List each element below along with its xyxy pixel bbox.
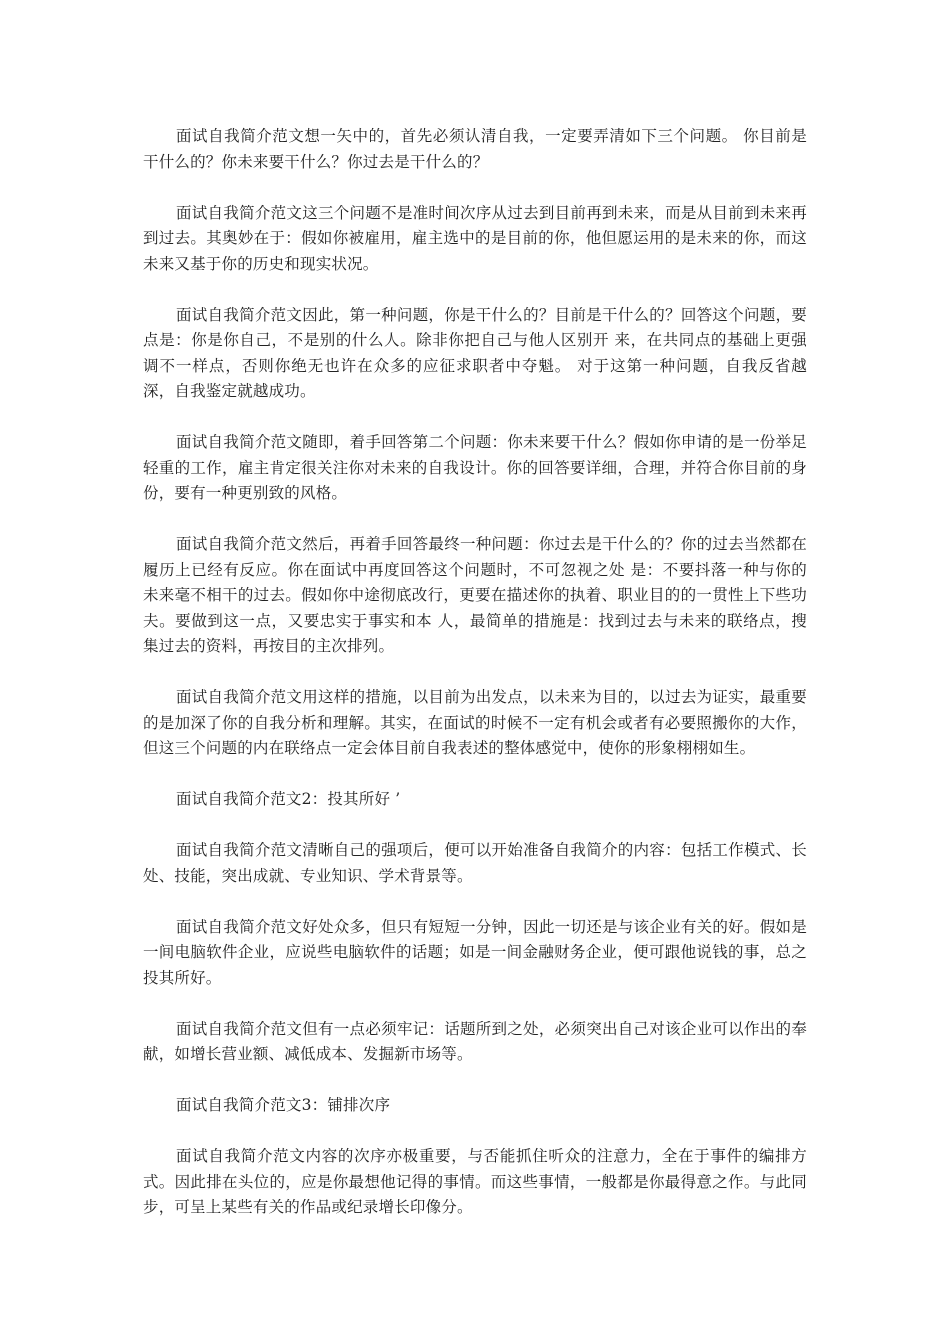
paragraph-second-question: 面试自我简介范文随即，着手回答第二个问题：你未来要干什么？假如你申请的是一份举足轻重的工作，雇主肯定很关注你对未来的自我设计。你的回答要详细，合理，并符合你目前的身份，要有一种更别致的风格。: [143, 433, 807, 502]
paragraph-intro-three-questions: 面试自我简介范文想一矢中的，首先必须认清自我，一定要弄清如下三个问题。 你目前是干什么的？你未来要干什么？你过去是干什么的？: [143, 127, 807, 171]
section-heading-2: 面试自我简介范文2：投其所好 ’: [176, 790, 401, 808]
paragraph-first-question: 面试自我简介范文因此，第一种问题，你是干什么的？目前是干什么的？回答这个问题，要 点是：你是你自己，不是别的什么人。除非你把自己与他人区别开 来，在共同点的基础上更强调不一样点，否则你绝无也许在众多的应征求职者中夺魁。 对于这第一种问题，自我反省越深，自我鉴定就越成功。: [143, 305, 807, 400]
paragraph-third-question: 面试自我简介范文然后，再着手回答最终一种问题：你过去是干什么的？你的过去当然都在 履历上已经有反应。你在面试中再度回答这个问题时，不可忽视之处 是：不要抖落一种与你的未来毫不相干的过去。假如你中途彻底改行，更要在描述你的执着、职业目的的一贯性上下些功夫。要做到这一点，又要忠实于事实和本 人，最简单的措施是：找到过去与未来的联络点，搜集过去的资料，再按目的主次排列。: [143, 535, 807, 655]
section-heading-3: 面试自我简介范文3：铺排次序: [176, 1096, 391, 1114]
paragraph-method-summary: 面试自我简介范文用这样的措施，以目前为出发点，以未来为目的，以过去为证实，最重要的是加深了你的自我分析和理解。其实，在面试的时候不一定有机会或者有必要照搬你的大作，但这三个问题的内在联络点一定会体目前自我表述的整体感觉中，使你的形象栩栩如生。: [143, 688, 807, 757]
paragraph-company-relevance: 面试自我简介范文好处众多，但只有短短一分钟，因此一切还是与该企业有关的好。假如是一间电脑软件企业，应说些电脑软件的话题；如是一间金融财务企业，便可跟他说钱的事，总之投其所好。: [143, 917, 807, 987]
paragraph-contribution: 面试自我简介范文但有一点必须牢记：话题所到之处，必须突出自己对该企业可以作出的奉献，如增长营业额、减低成本、发掘新市场等。: [143, 1019, 807, 1063]
paragraph-question-order: 面试自我简介范文这三个问题不是准时间次序从过去到目前再到未来，而是从目前到未来再到过去。其奥妙在于：假如你被雇用，雇主选中的是目前的你，他但愿运用的是未来的你，而这未来又基于你的历史和现实状况。: [143, 203, 807, 273]
paragraph-strengths: 面试自我简介范文清晰自己的强项后，便可以开始准备自我简介的内容：包括工作模式、长处、技能，突出成就、专业知识、学术背景等。: [143, 841, 807, 885]
paragraph-order-of-content: 面试自我简介范文内容的次序亦极重要，与否能抓住听众的注意力，全在于事件的编排方式。因此排在头位的，应是你最想他记得的事情。而这些事情，一般都是你最得意之作。与此同步，可呈上某些有关的作品或纪录增长印像分。: [143, 1147, 807, 1216]
document-page: [143, 124, 807, 1246]
